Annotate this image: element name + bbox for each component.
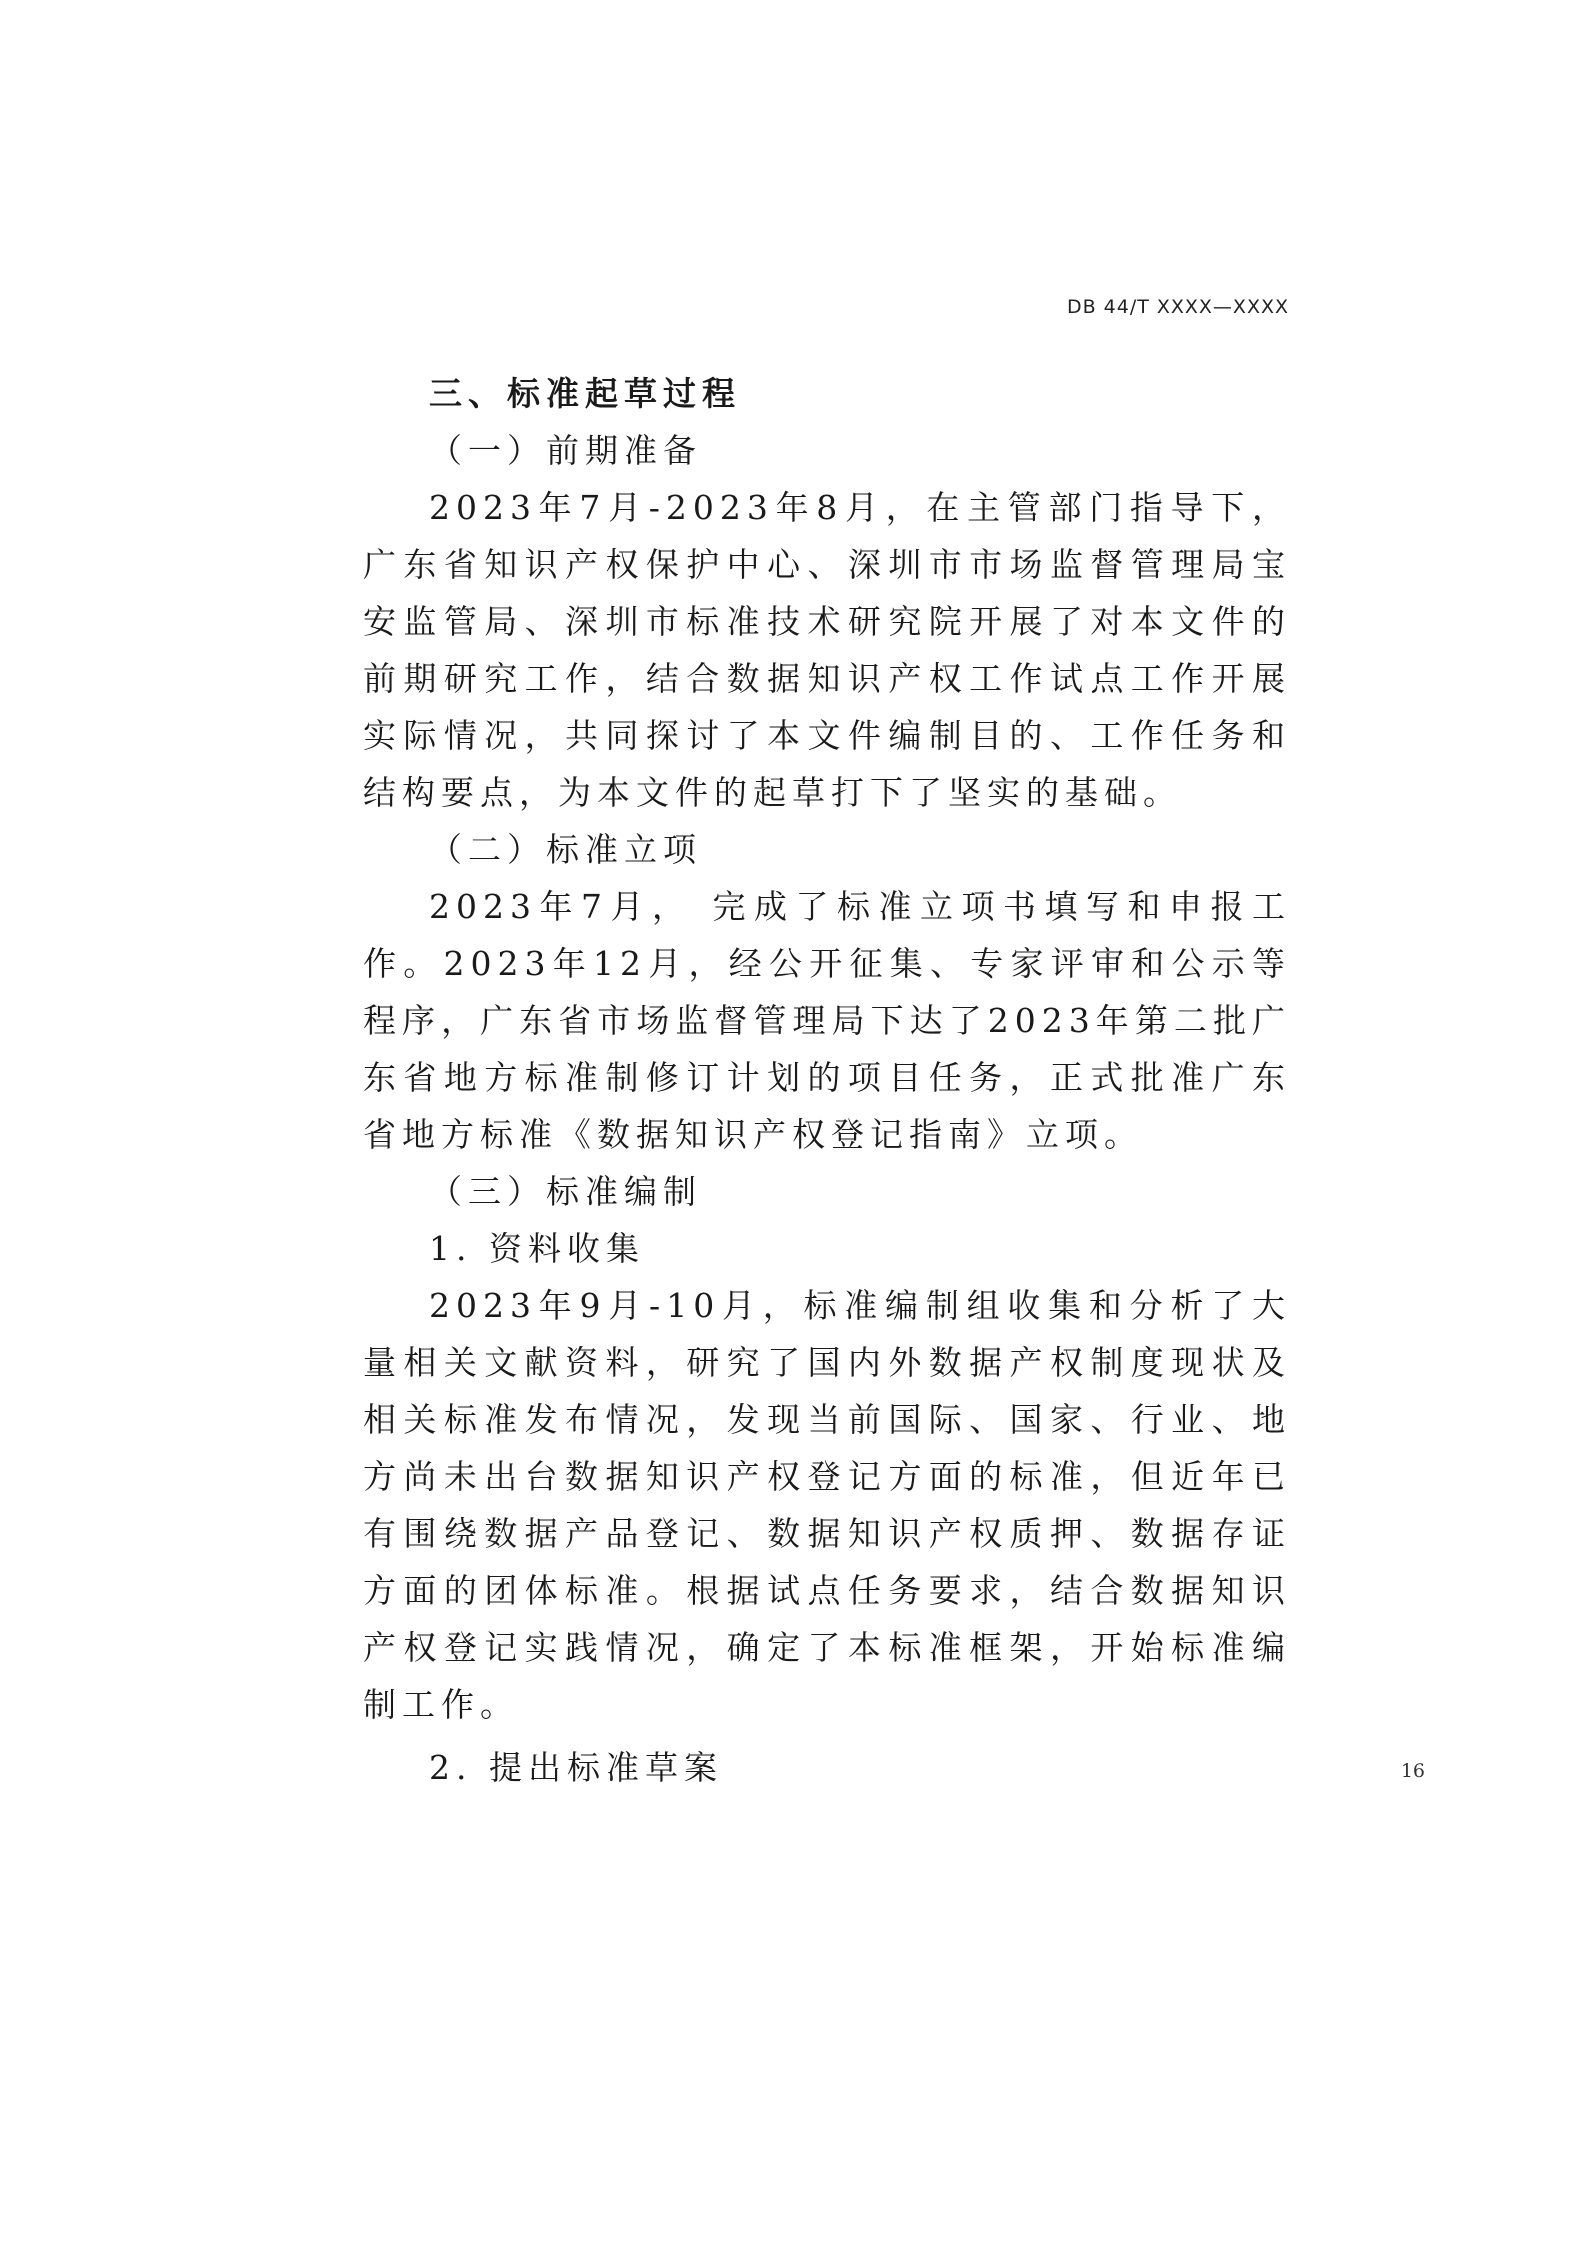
page-number: 16 [1400,1760,1425,1782]
paragraph-preparation: 2023年7月-2023年8月，在主管部门指导下，广东省知识产权保护中心、深圳市市场监督管理局宝安监管局、深圳市标准技术研究院开展了对本文件的前期研究工作，结合数据知识产权工作试点工作开展实际情况，共同探讨了本文件编制目的、工作任务和结构要点，为本文件的起草打下了坚实的基础。 [363,488,1291,812]
subsection-title-project-approval: （二）标准立项 [429,830,702,869]
section-title: 三、标准起草过程 [429,374,741,413]
subsection-title-preparation: （一）前期准备 [429,431,702,470]
subsection-title-drafting: （三）标准编制 [429,1172,702,1211]
standard-code-header: DB 44/T XXXX—XXXX [1066,296,1289,318]
item-title-data-collection: 1. 资料收集 [429,1229,645,1268]
document-body [363,365,1291,1796]
item-title-draft-proposal: 2. 提出标准草案 [429,1748,723,1787]
paragraph-data-collection: 2023年9月-10月，标准编制组收集和分析了大量相关文献资料，研究了国内外数据产权制度现状及相关标准发布情况，发现当前国际、国家、行业、地方尚未出台数据知识产权登记方面的标准，但近年已有围绕数据产品登记、数据知识产权质押、数据存证方面的团体标准。根据试点任务要求，结合数据知识产权登记实践情况，确定了本标准框架，开始标准编制工作。 [363,1286,1291,1724]
paragraph-project-approval: 2023年7月， 完成了标准立项书填写和申报工作。2023年12月，经公开征集、专家评审和公示等程序，广东省市场监督管理局下达了2023年第二批广东省地方标准制修订计划的项目任务，正式批准广东省地方标准《数据知识产权登记指南》立项。 [363,887,1291,1154]
